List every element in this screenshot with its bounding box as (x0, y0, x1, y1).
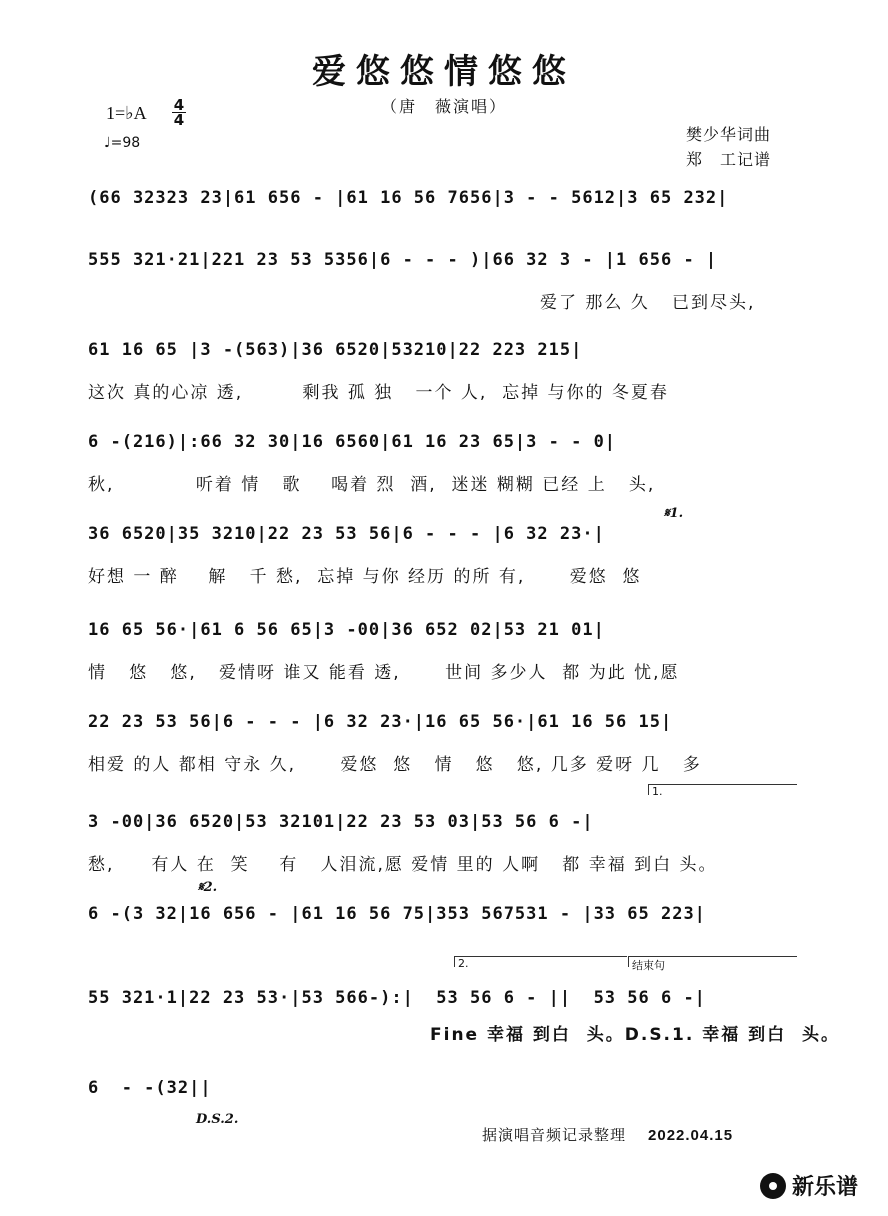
footer-date: 2022.04.15 (648, 1127, 734, 1144)
score-row-11-notes: 6 - -(32|| (88, 1078, 212, 1098)
performer-subtitle: （唐 薇演唱） (380, 97, 507, 116)
score-row-4-lyrics: 秋, 听着 情 歌 喝着 烈 酒, 迷迷 糊糊 已经 上 头, (88, 475, 656, 495)
score-row-5-notes: 36 6520|35 3210|22 23 53 56|6 - - - |6 32 23·| (88, 524, 605, 544)
ds2-mark: D.S.2. (196, 1112, 239, 1127)
brand-name: 新乐谱 (792, 1175, 859, 1200)
time-signature (172, 98, 186, 127)
credit-notation: 郑 工记谱 (686, 150, 772, 169)
score-row-2-notes: 555 321·21|221 23 53 5356|6 - - - )|66 32 3 - |1 656 - | (88, 250, 718, 270)
score-row-10-notes: 55 321·1|22 23 53·|53 566-):| 53 56 6 - || 53 56 6 -| (88, 988, 706, 1008)
segno-1-mark: 𝄋1. (664, 506, 684, 521)
ending-2-label: 2. (458, 957, 469, 970)
song-title: 爱悠悠情悠悠 (312, 52, 576, 92)
credits (686, 122, 771, 172)
score-row-6-notes: 16 65 56·|61 6 56 65|3 -00|36 652 02|53 21 01| (88, 620, 605, 640)
final-ending-label: 结束句 (632, 959, 665, 972)
segno-2-mark: 𝄋2. (198, 880, 218, 895)
footer-source: 据演唱音频记录整理 (482, 1126, 627, 1144)
score-row-9-notes: 6 -(3 32|16 656 - |61 16 56 75|353 567531 - |33 65 223| (88, 904, 706, 924)
brand-logo (760, 1170, 858, 1201)
ending-1-bracket (648, 784, 797, 798)
record-disc-icon (760, 1173, 786, 1199)
score-row-3-lyrics: 这次 真的心凉 透, 剩我 孤 独 一个 人, 忘掉 与你的 冬夏春 (88, 383, 669, 403)
tempo-marking: ♩=98 (104, 135, 141, 151)
final-ending-bracket (628, 956, 797, 972)
score-row-7-lyrics: 相爱 的人 都相 守永 久, 爱悠 悠 情 悠 悠, 几多 爱呀 几 多 (88, 755, 702, 775)
credit-lyrics: 樊少华词曲 (686, 125, 772, 144)
key-signature: 1=♭A (106, 103, 147, 123)
score-row-10-lyrics: Fine 幸福 到白 头。D.S.1. 幸福 到白 头。 (430, 1025, 840, 1045)
score-row-5-lyrics: 好想 一 醉 解 千 愁, 忘掉 与你 经历 的所 有, 爱悠 悠 (88, 567, 642, 587)
time-signature-top: 4 (173, 96, 185, 114)
time-signature-bottom: 4 (173, 111, 185, 129)
ending-2-bracket (454, 956, 627, 970)
footer-note (482, 1124, 733, 1145)
score-row-3-notes: 61 16 65 |3 -(563)|36 6520|53210|22 223 215| (88, 340, 583, 360)
score-row-7-notes: 22 23 53 56|6 - - - |6 32 23·|16 65 56·|61 16 56 15| (88, 712, 673, 732)
score-row-6-lyrics: 情 悠 悠, 爱情呀 谁又 能看 透, 世间 多少人 都 为此 忧,愿 (88, 663, 680, 683)
score-row-2-lyrics: 爱了 那么 久 已到尽头, (540, 293, 756, 313)
score-row-8-notes: 3 -00|36 6520|53 32101|22 23 53 03|53 56 6 -| (88, 812, 594, 832)
score-row-1-notes: (66 32323 23|61 656 - |61 16 56 7656|3 - - 5612|3 65 232| (88, 188, 729, 208)
score-row-8-lyrics: 愁, 有人 在 笑 有 人泪流,愿 爱情 里的 人啊 都 幸福 到白 头。 (88, 855, 718, 875)
ending-1-label: 1. (652, 785, 663, 798)
score-row-4-notes: 6 -(216)|:66 32 30|16 6560|61 16 23 65|3 - - 0| (88, 432, 617, 452)
